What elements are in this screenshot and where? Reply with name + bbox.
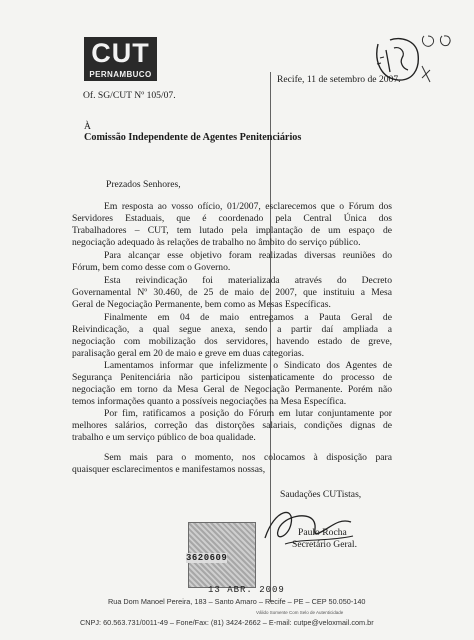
signatory-name: Paulo Rocha: [298, 527, 347, 538]
paragraph-1: [72, 201, 392, 249]
cut-logo: [84, 37, 157, 81]
footer-address: Rua Dom Manoel Pereira, 183 – Santo Amaro – Recife – PE – CEP 50.050-140: [108, 597, 366, 606]
paragraph-3: [72, 275, 392, 311]
paragraph-line: Trabalhadores – CUT, tem lutado pela implantação de um espaço de: [72, 225, 392, 237]
paragraph-line: Segurança Penitenciária não participou sistematicamente do processo de: [72, 372, 392, 384]
paragraph-4: [72, 312, 392, 360]
signatory-title: Secretário Geral.: [292, 539, 357, 550]
date-line: Recife, 11 de setembro de 2007.: [277, 74, 401, 85]
paragraph-line: Servidores Estaduais, que é coordenado pela Central Única dos: [72, 213, 392, 225]
paragraph-line: Sem mais para o momento, nos colocamos à disposição para: [104, 452, 392, 463]
footer-contact: CNPJ: 60.563.731/0011-49 – Fone/Fax: (81) 3424-2662 – E-mail: cutpe@veloxmail.com.br: [80, 618, 374, 627]
paragraph-2: [72, 250, 392, 274]
reference-number: Of. SG/CUT Nº 105/07.: [83, 90, 176, 101]
paragraph-line: Para alcançar esse objetivo foram realizadas diversas reuniões do: [104, 250, 392, 261]
paragraph-line: Esta reivindicação foi materializada através do Decreto: [104, 275, 392, 286]
salutation: Prezados Senhores,: [106, 179, 181, 190]
paragraph-line: Fórum, bem como desse com o Governo.: [72, 262, 231, 274]
paragraph-line: temos informações quanto a possíveis negociações na Mesa Específica.: [72, 396, 347, 408]
paragraph-5: [72, 360, 392, 408]
paragraph-line: Governamental Nº 30.460, de 25 de maio de 2007, que instituiu a Mesa: [72, 287, 392, 299]
paragraph-line: Por fim, ratificamos a posição do Fórum em lutar conjuntamente por: [104, 408, 392, 419]
recipient-name: Comissão Independente de Agentes Penitenciários: [84, 132, 302, 143]
closing: Saudações CUTistas,: [280, 489, 362, 500]
paragraph-line: melhores salários, correção das distorções salariais, condições dignas de: [72, 420, 392, 432]
paragraph-line: Lamentamos informar que infelizmente o Sindicato dos Agentes de: [104, 360, 392, 371]
paragraph-line: Em resposta ao vosso ofício, 01/2007, esclarecemos que o Fórum dos: [104, 201, 392, 212]
paragraph-line: trabalho e um serviço público de boa qualidade.: [72, 432, 256, 444]
paragraph-line: negociação com mobilização dos servidores, havendo estado de greve,: [72, 336, 392, 348]
paragraph-line: paralisação geral em 20 de maio e greve em duas categorias.: [72, 348, 305, 360]
stamp-date: 13 ABR. 2009: [208, 585, 285, 595]
paragraph-6: [72, 408, 392, 444]
paragraph-line: quaisquer esclarecimentos e manifestamos nossas,: [72, 464, 266, 476]
paragraph-7: [72, 452, 392, 476]
logo-text: CUT: [91, 38, 150, 68]
logo-state: PERNAMBUCO: [89, 70, 152, 79]
paragraph-line: negociação adequado às relações de trabalho no âmbito do serviço público.: [72, 237, 361, 249]
recipient-prefix: À: [84, 121, 91, 132]
paragraph-line: Finalmente em 04 de maio entregamos a Pauta Geral de: [104, 312, 392, 323]
stamp-fine-print: Válido Somente Com Selo de Autenticidade: [256, 610, 344, 615]
paragraph-line: Geral de Negociação Permanente, bem como as Mesas Específicas.: [72, 299, 331, 311]
paragraph-line: Reivindicação, a qual segue anexa, sendo a partir daí ampliada a: [72, 324, 392, 336]
stamp-number: 3620609: [186, 553, 228, 563]
paragraph-line: negociação em torno da Mesa Geral de Negociação Permanente. Porém não: [72, 384, 392, 396]
